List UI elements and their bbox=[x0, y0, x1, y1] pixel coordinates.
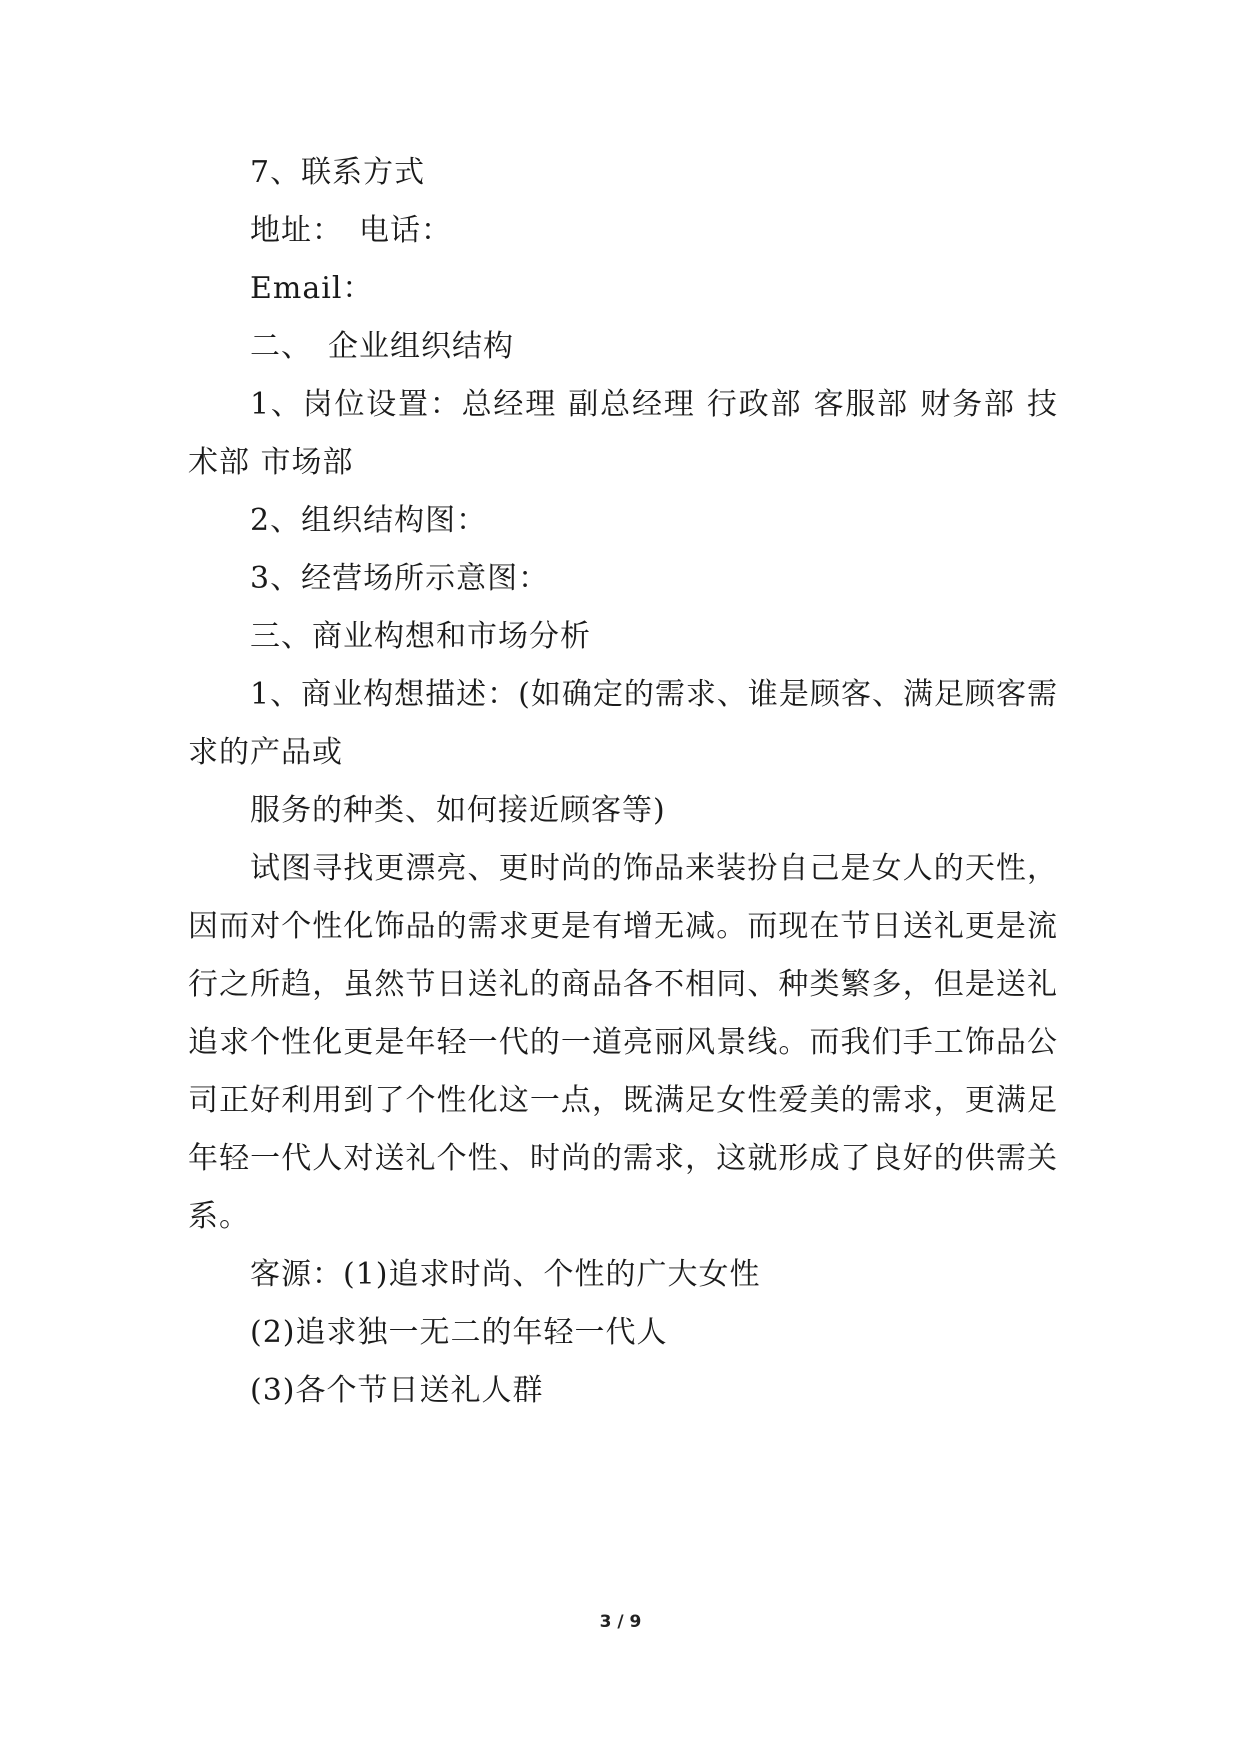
list-item: (2)追求独一无二的年轻一代人 bbox=[250, 1315, 668, 1350]
text-line: 术部 市场部 bbox=[188, 445, 354, 480]
paragraph-line: 行之所趋，虽然节日送礼的商品各不相同、种类繁多，但是送礼 bbox=[188, 967, 1058, 1002]
paragraph-line: 试图寻找更漂亮、更时尚的饰品来装扮自己是女人的天性， bbox=[250, 851, 1058, 886]
text-line: 2、组织结构图： bbox=[250, 503, 488, 538]
paragraph-line: 因而对个性化饰品的需求更是有增无减。而现在节日送礼更是流 bbox=[188, 909, 1058, 944]
paragraph-line: 追求个性化更是年轻一代的一道亮丽风景线。而我们手工饰品公 bbox=[188, 1025, 1058, 1060]
text-line: 7、联系方式 bbox=[250, 155, 426, 190]
text-line: 求的产品或 bbox=[188, 735, 343, 770]
page-number: 3 / 9 bbox=[599, 1612, 642, 1632]
text-line: 1、商业构想描述：(如确定的需求、谁是顾客、满足顾客需 bbox=[250, 677, 1058, 712]
list-item: 客源：(1)追求时尚、个性的广大女性 bbox=[250, 1257, 761, 1292]
paragraph-line: 系。 bbox=[188, 1199, 250, 1234]
section-heading: 三、商业构想和市场分析 bbox=[250, 619, 591, 654]
text-line: 地址： 电话： bbox=[250, 213, 452, 248]
text-line: 3、经营场所示意图： bbox=[250, 561, 550, 596]
text-line: 1、岗位设置：总经理 副总经理 行政部 客服部 财务部 技 bbox=[250, 387, 1058, 422]
text-line: 服务的种类、如何接近顾客等) bbox=[250, 793, 666, 828]
list-item: (3)各个节日送礼人群 bbox=[250, 1373, 544, 1408]
text-line: Email： bbox=[250, 271, 374, 306]
paragraph-line: 年轻一代人对送礼个性、时尚的需求，这就形成了良好的供需关 bbox=[188, 1141, 1058, 1176]
section-heading: 二、 企业组织结构 bbox=[250, 329, 514, 364]
paragraph-line: 司正好利用到了个性化这一点，既满足女性爱美的需求，更满足 bbox=[188, 1083, 1058, 1118]
